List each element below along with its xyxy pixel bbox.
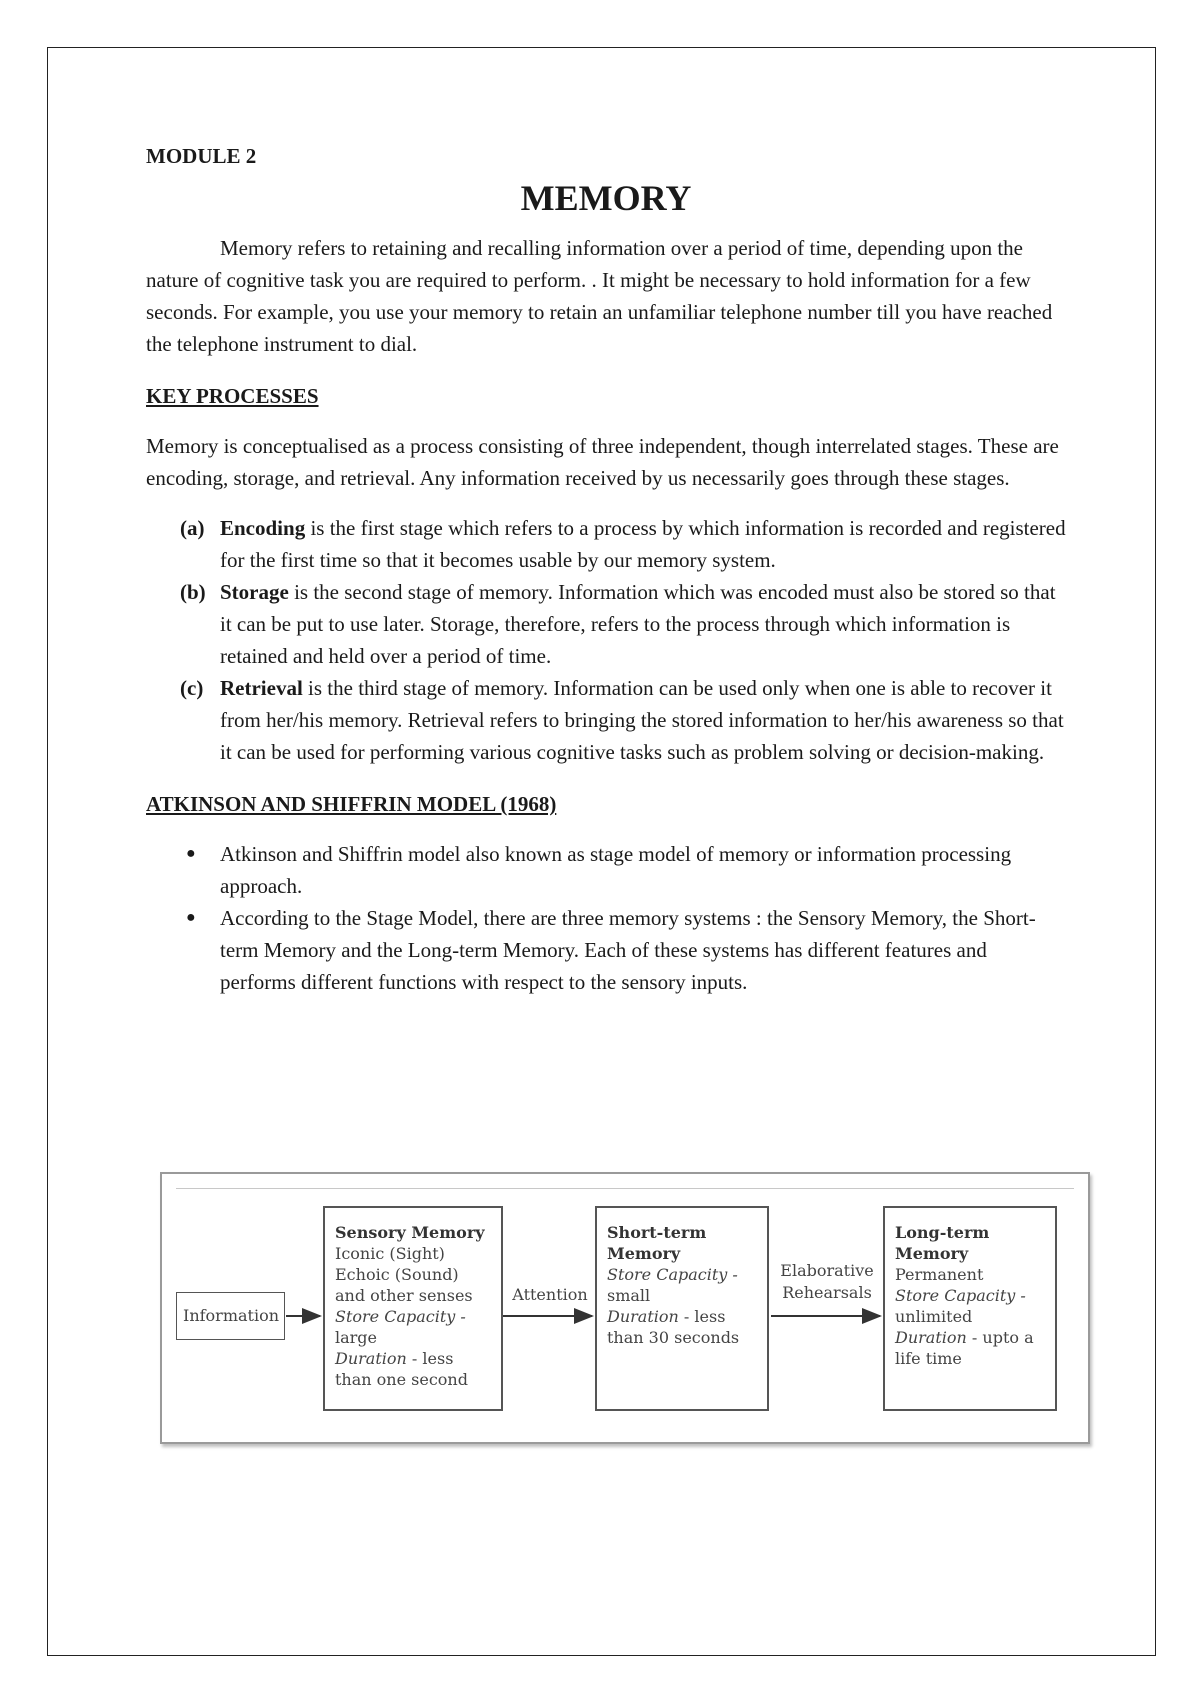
box-line: large [335,1328,378,1347]
box-line [895,1327,1045,1369]
duration-value: - upto a life time [895,1328,1034,1368]
box-line: Echoic (Sound) [335,1265,459,1284]
list-term: Encoding [220,516,306,540]
box-line: Store Capacity - [895,1286,1026,1305]
box-line: small [607,1286,651,1305]
long-term-memory-box [883,1206,1057,1411]
list-text: is the first stage which refers to a process by which information is recorded and registered for the first time so that it becomes usable by our memory system. [220,516,1066,572]
document-body [146,140,1066,998]
list-item [146,838,1066,902]
box-title: Long-term Memory [895,1223,990,1263]
elaborative-rehearsals-label: Elaborative Rehearsals [780,1261,874,1302]
module-label: MODULE 2 [146,144,257,168]
sensory-memory-box [323,1206,503,1411]
bullet-text: Atkinson and Shiffrin model also known as stage model of memory or information processing approach. [220,842,1012,898]
list-marker: (a) [180,516,205,540]
section-heading-key-processes: KEY PROCESSES [146,384,319,408]
page-title: MEMORY [520,178,692,218]
list-item [146,576,1066,672]
list-term: Retrieval [220,676,303,700]
box-line [335,1348,491,1390]
box-title: Sensory Memory [335,1223,485,1242]
box-line: Iconic (Sight) [335,1244,445,1263]
short-term-memory-box [595,1206,769,1411]
box-line: Store Capacity - [607,1265,738,1284]
list-text: is the second stage of memory. Information which was encoded must also be stored so that it can be put to use later. Storage, therefore, refers to the process through which information is retained and held over a period of time. [220,580,1056,668]
section-heading-atkinson: ATKINSON AND SHIFFRIN MODEL (1968) [146,792,557,816]
box-line: Store Capacity - [335,1307,466,1326]
bullet-icon: ● [186,845,196,862]
atkinson-bullets [146,838,1066,998]
box-line: and other senses [335,1286,473,1305]
list-marker: (c) [180,676,204,700]
list-marker: (b) [180,580,206,604]
attention-label: Attention [512,1285,588,1304]
information-box: Information [176,1292,285,1340]
stages-list [146,512,1066,768]
box-line: unlimited [895,1307,973,1326]
list-item [146,672,1066,768]
box-title: Short-term Memory [607,1223,707,1263]
bullet-icon: ● [186,909,196,926]
box-line: Permanent [895,1265,984,1284]
duration-label: Duration [335,1349,407,1368]
key-processes-paragraph: Memory is conceptualised as a process consisting of three independent, though interrelated stages. These are encoding, storage, and retrieval. Any information received by us necessarily goes through these stages. [146,434,1059,490]
bullet-text: According to the Stage Model, there are three memory systems : the Sensory Memory, the Short-term Memory and the Long-term Memory. Each of these systems has different features and performs different functions with respect to the sensory inputs. [220,906,1036,994]
list-item [146,512,1066,576]
list-text: is the third stage of memory. Information can be used only when one is able to recover it from her/his memory. Retrieval refers to bringing the stored information to her/his awareness so that it can be used for performing various cognitive tasks such as problem solving or decision-making. [220,676,1064,764]
duration-label: Duration [895,1328,967,1347]
duration-value: - less than 30 seconds [607,1307,740,1347]
intro-paragraph: Memory refers to retaining and recalling information over a period of time, depending upon the nature of cognitive task you are required to perform. . It might be necessary to hold information for a few seconds. For example, you use your memory to retain an unfamiliar telephone number till you have reached the telephone instrument to dial. [146,236,1053,356]
list-item [146,902,1066,998]
duration-label: Duration [607,1307,679,1326]
duration-value: - less than one second [335,1349,468,1389]
list-term: Storage [220,580,289,604]
memory-model-diagram [160,1172,1090,1444]
box-line [607,1306,757,1348]
